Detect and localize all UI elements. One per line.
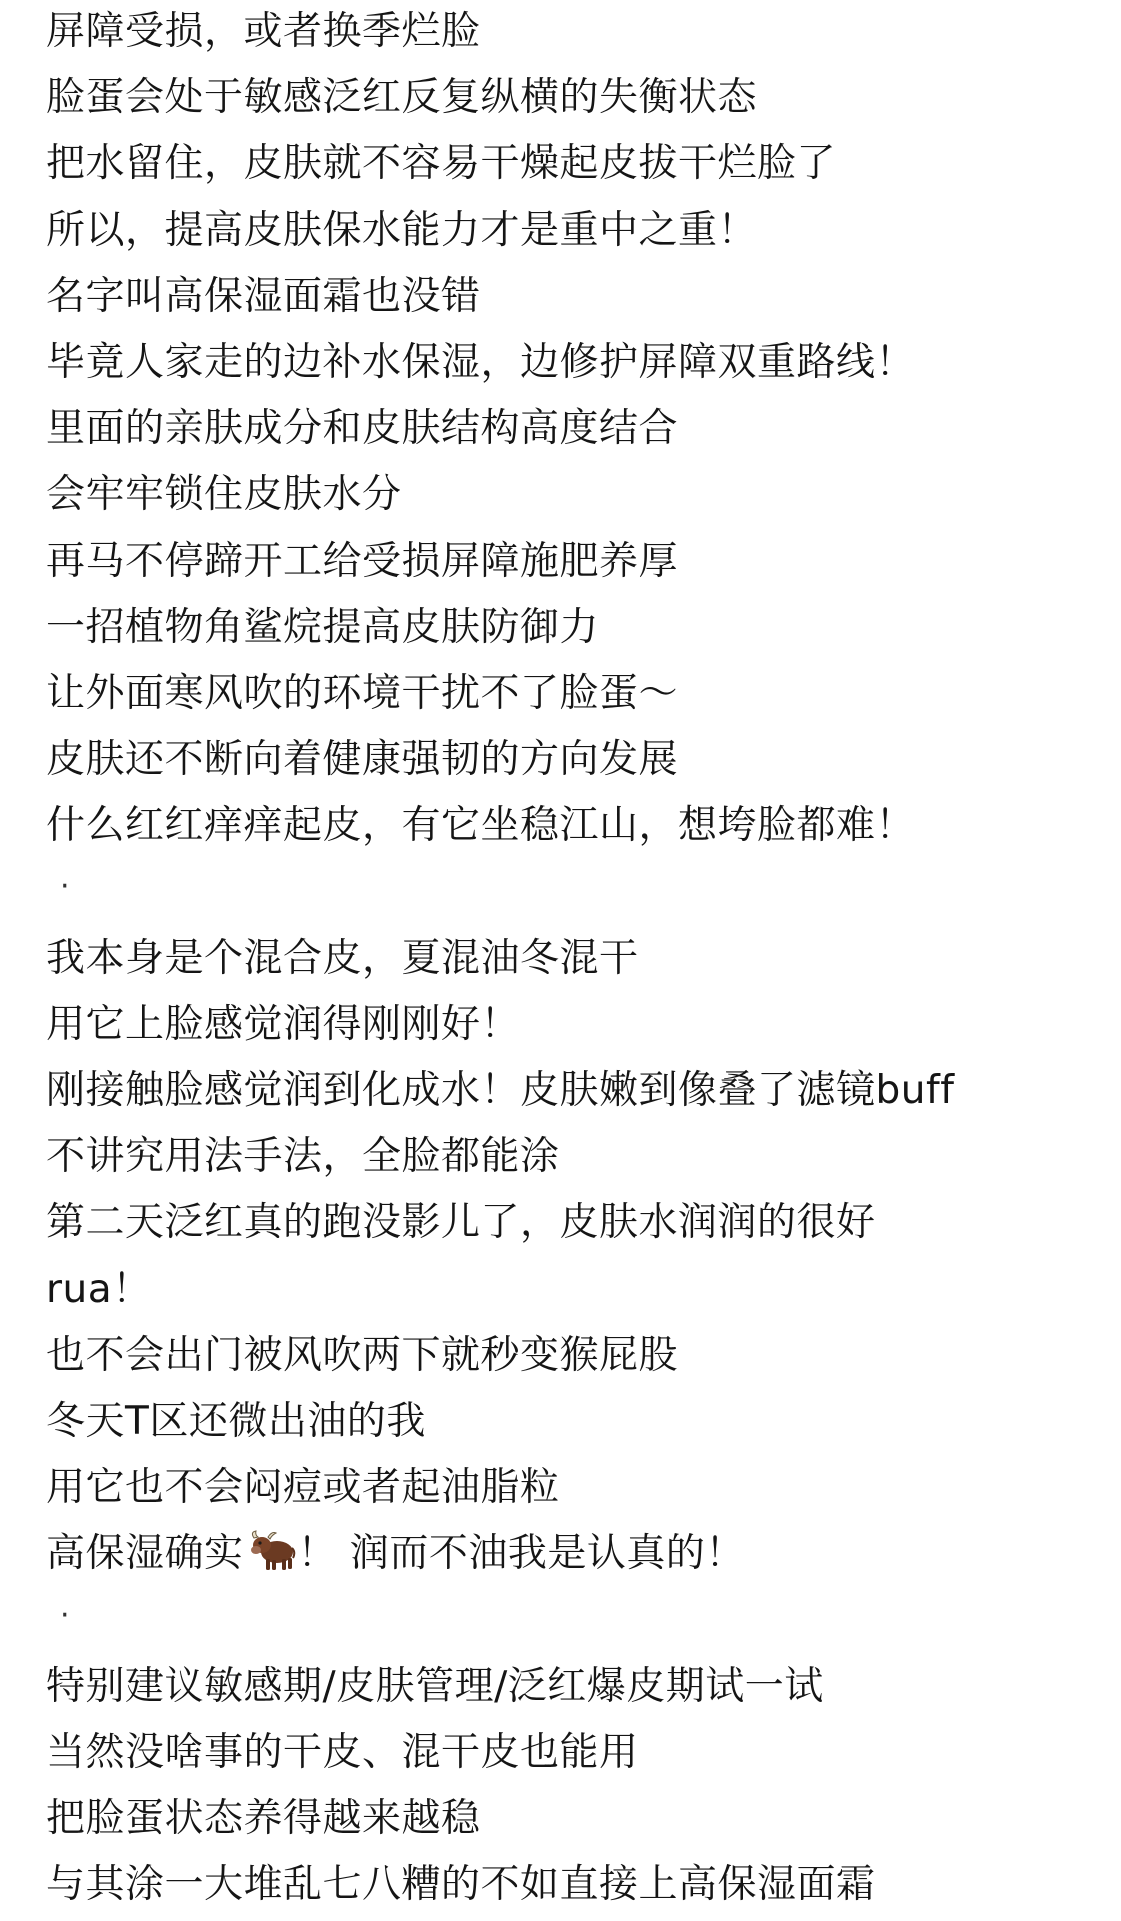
text-line: 把水留住，皮肤就不容易干燥起皮拔干烂脸了: [46, 141, 837, 187]
text-line: 冬天T区还微出油的我: [46, 1398, 426, 1444]
text-line: 毕竟人家走的边补水保湿，边修护屏障双重路线！: [46, 339, 916, 385]
text-line: 不讲究用法手法，全脸都能涂: [46, 1134, 560, 1180]
text-line: 皮肤还不断向着健康强韧的方向发展: [46, 737, 679, 783]
text-segment: 高保湿确实: [46, 1531, 244, 1577]
text-line: 一招植物角鲨烷提高皮肤防御力: [46, 604, 600, 650]
text-segment: ！ 润而不油我是认真的！: [297, 1531, 745, 1577]
text-line: 当然没啥事的干皮、混干皮也能用: [46, 1729, 639, 1775]
text-line: 什么红红痒痒起皮，有它坐稳江山，想垮脸都难！: [46, 803, 916, 849]
text-line: 用它上脸感觉润得刚刚好！: [46, 1001, 521, 1047]
post-text-body: [46, 2, 1106, 1921]
text-line: 会牢牢锁住皮肤水分: [46, 472, 402, 518]
text-line: 再马不停蹄开工给受损屏障施肥养厚: [46, 538, 679, 584]
text-line: 让外面寒风吹的环境干扰不了脸蛋～: [46, 670, 679, 716]
text-line: 名字叫高保湿面霜也没错: [46, 273, 481, 319]
section-divider-dot: ·: [60, 1597, 71, 1633]
text-line: 我本身是个混合皮，夏混油冬混干: [46, 935, 639, 981]
text-line: rua！: [46, 1266, 152, 1312]
text-line: 第二天泛红真的跑没影儿了，皮肤水润润的很好: [46, 1200, 876, 1246]
text-line: 脸蛋会处于敏感泛红反复纵横的失衡状态: [46, 75, 758, 121]
text-line: 屏障受损，或者换季烂脸: [46, 9, 481, 54]
section-divider-dot: ·: [60, 869, 71, 905]
bull-icon: [246, 1528, 296, 1574]
text-line: 把脸蛋状态养得越来越稳: [46, 1796, 481, 1842]
text-line: 特别建议敏感期/皮肤管理/泛红爆皮期试一试: [46, 1663, 824, 1709]
text-line: 刚接触脸感觉润到化成水！皮肤嫩到像叠了滤镜buff: [46, 1068, 955, 1113]
text-line-with-emoji: [46, 1524, 1106, 1590]
text-line: 所以，提高皮肤保水能力才是重中之重！: [46, 207, 758, 253]
text-line: 用它也不会闷痘或者起油脂粒: [46, 1465, 560, 1511]
text-line: 与其涂一大堆乱七八糟的不如直接上高保湿面霜: [46, 1862, 876, 1908]
text-line: 也不会出门被风吹两下就秒变猴屁股: [46, 1332, 679, 1378]
text-line: 里面的亲肤成分和皮肤结构高度结合: [46, 406, 679, 452]
